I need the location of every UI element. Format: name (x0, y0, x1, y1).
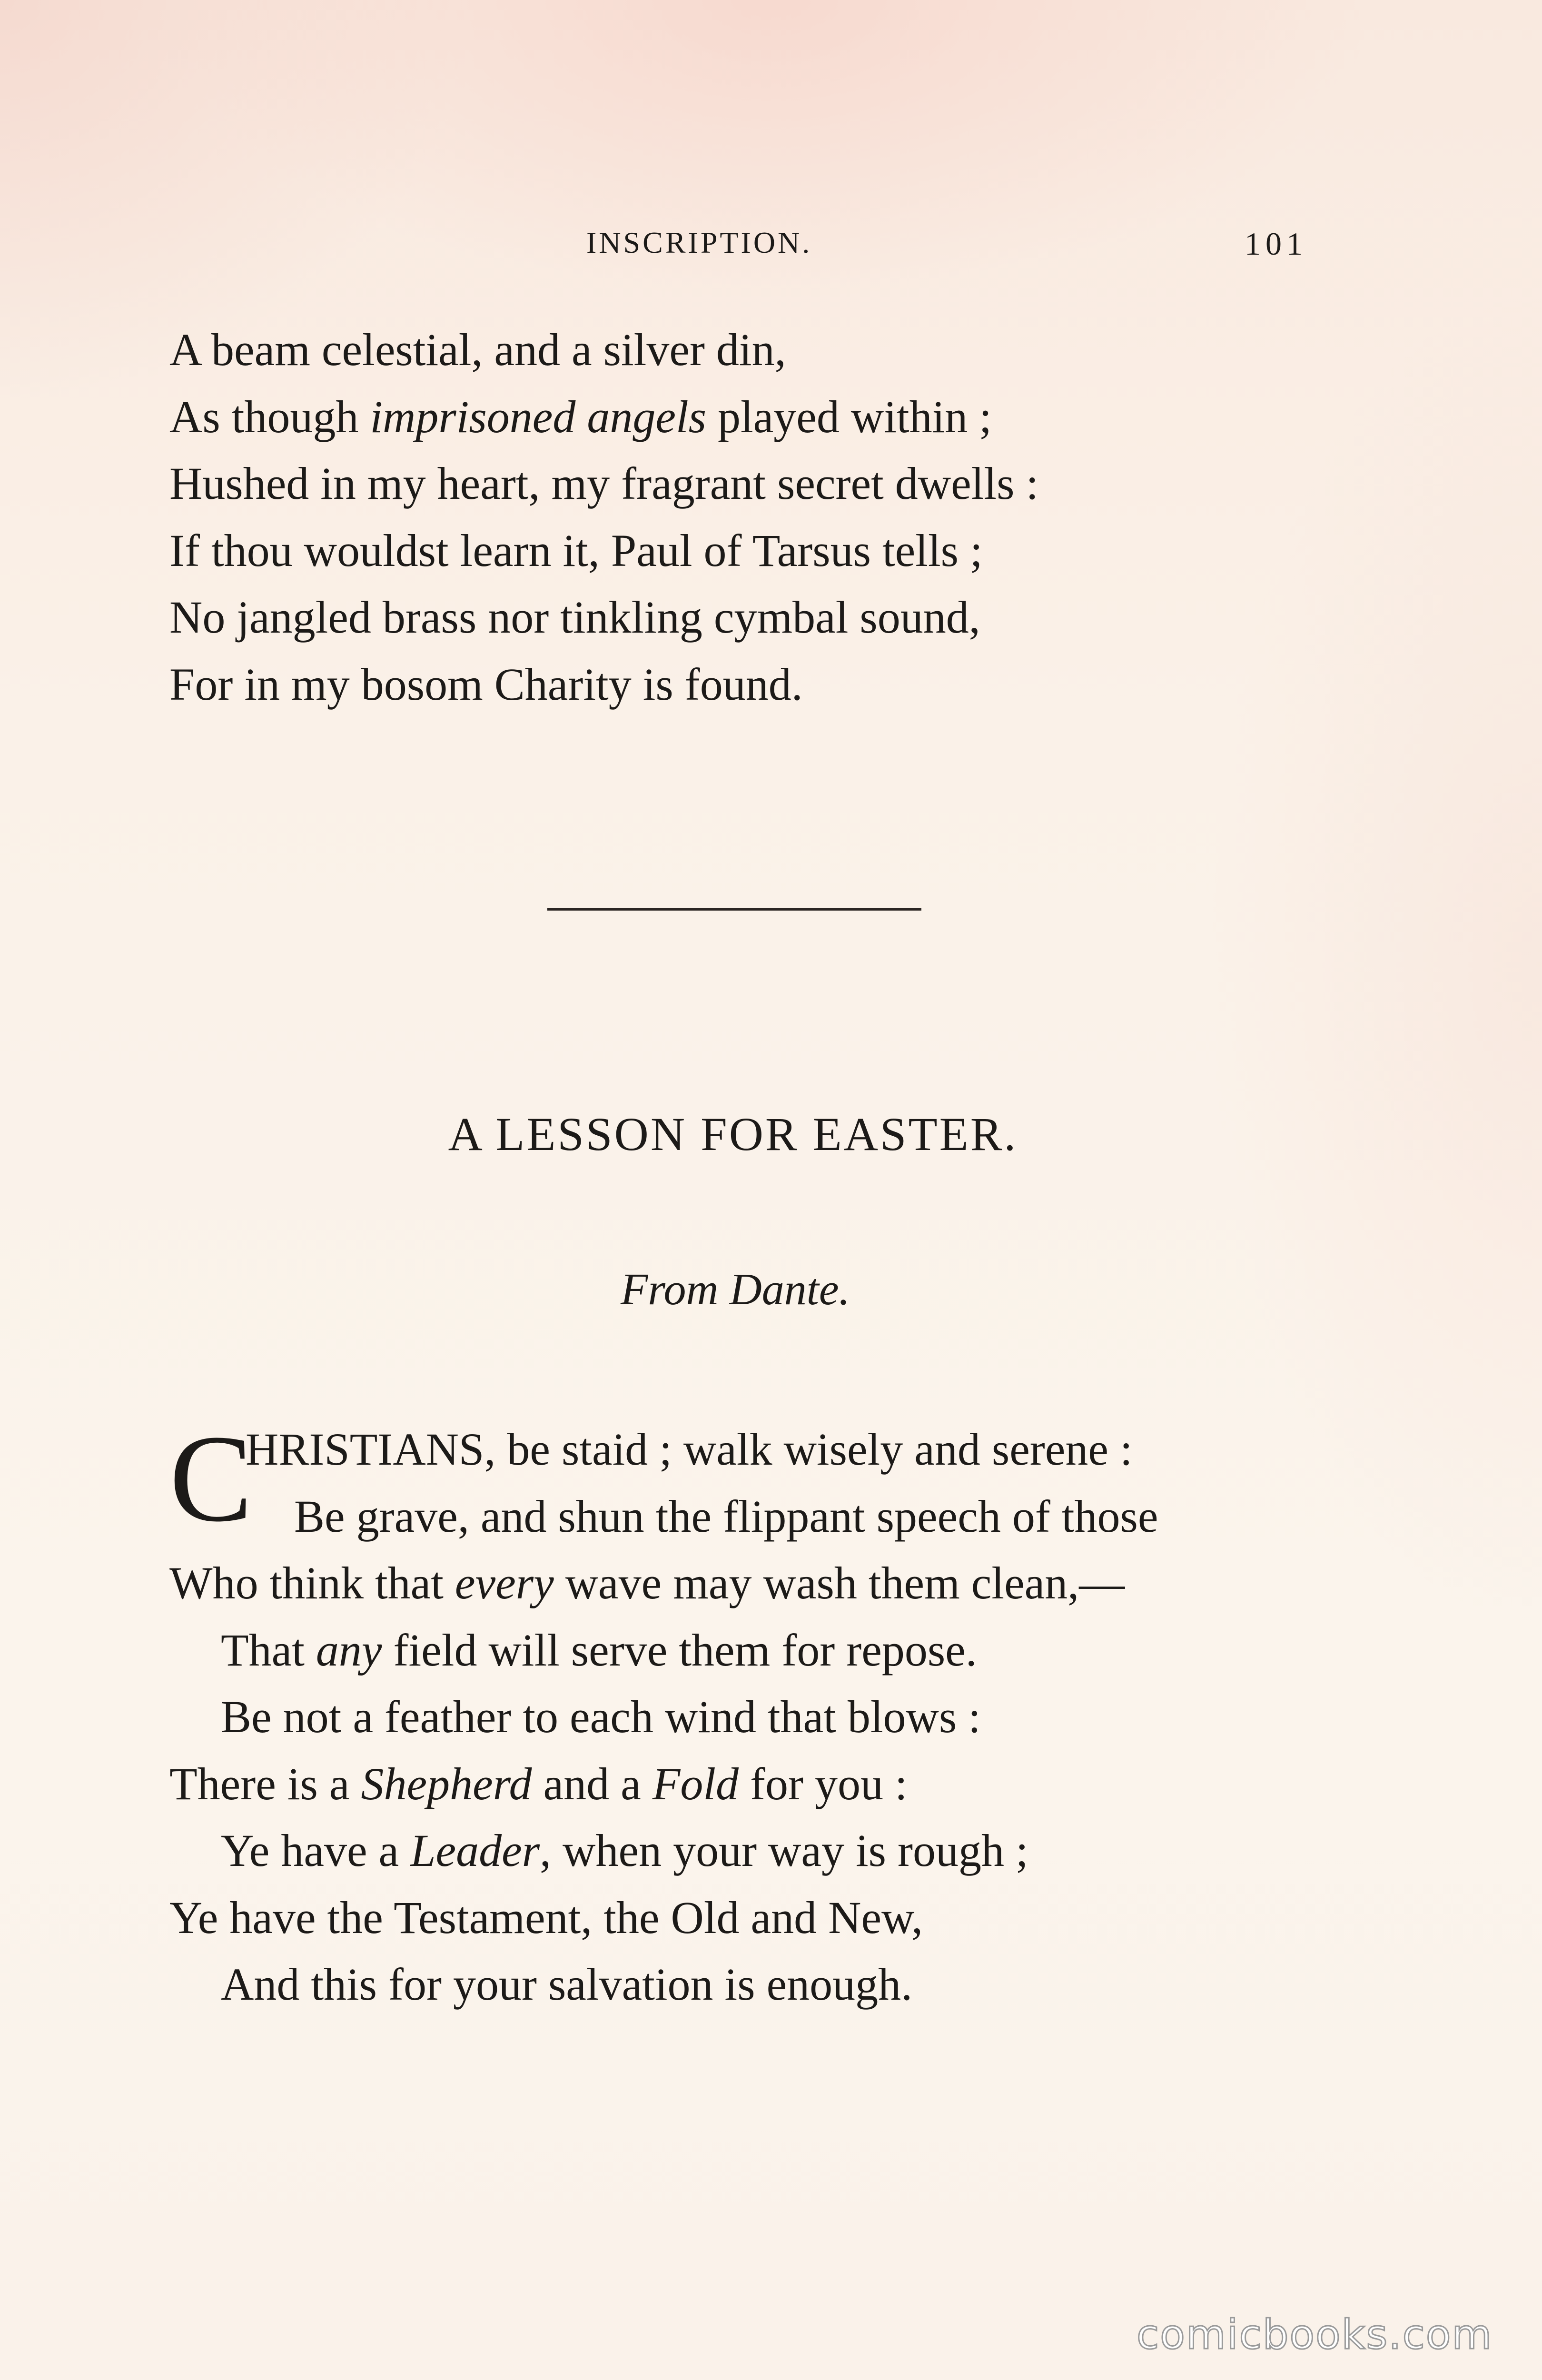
italic-text: Fold (652, 1758, 739, 1809)
poem-title (0, 1107, 1542, 1161)
poem-body (169, 1409, 1158, 2018)
italic-text: Shepherd (361, 1758, 532, 1809)
running-head (0, 217, 1542, 274)
poem-line (169, 1416, 1158, 1483)
line-text: Ye have the Testament, the Old and New, (169, 1892, 923, 1943)
italic-text: Leader (410, 1825, 540, 1876)
page-number: 101 (1245, 226, 1307, 262)
poem-line (169, 1817, 1158, 1884)
poem-line (169, 1617, 1158, 1684)
poem-subtitle-text: From Dante. (620, 1265, 850, 1314)
poem-line (169, 1483, 1158, 1550)
stanza-line (169, 450, 1038, 517)
poem-line (169, 1684, 1158, 1751)
line-text: wave may wash them clean,— (554, 1557, 1125, 1608)
line-text: Ye have a (221, 1825, 411, 1876)
line-text: field will serve them for repose. (382, 1624, 977, 1676)
poem-line (169, 1751, 1158, 1818)
italic-text: any (316, 1624, 382, 1676)
line-text: For in my bosom Charity is found. (169, 658, 803, 710)
stanza-line (169, 651, 1038, 718)
line-text: That (221, 1624, 316, 1676)
line-text: If thou wouldst learn it, Paul of Tarsus tells ; (169, 525, 983, 576)
poem-subtitle (0, 1264, 1542, 1315)
drop-cap: C (169, 1409, 253, 1547)
line-text: As though (169, 391, 370, 442)
line-text: , when your way is rough ; (540, 1825, 1028, 1876)
stanza-line (169, 584, 1038, 651)
line-text: Hushed in my heart, my fragrant secret dwells : (169, 458, 1039, 509)
line-text: Be grave, and shun the flippant speech of those (294, 1490, 1158, 1542)
watermark: comicbooks.com (1137, 2311, 1493, 2359)
stanza-line (169, 517, 1038, 585)
inscription-stanza (169, 317, 1038, 718)
line-text: Be not a feather to each wind that blows : (221, 1691, 981, 1742)
stanza-line (169, 317, 1038, 384)
poem-line (169, 1951, 1158, 2018)
line-text: There is a (169, 1758, 361, 1809)
line-text: Who think that (169, 1557, 455, 1608)
running-head-title: INSCRIPTION. (586, 226, 812, 259)
line-text: for you : (739, 1758, 908, 1809)
italic-text: every (455, 1557, 554, 1608)
poem-title-text: A LESSON FOR EASTER. (448, 1108, 1018, 1160)
poem-line (169, 1550, 1158, 1617)
line-text: No jangled brass nor tinkling cymbal sound, (169, 592, 980, 643)
italic-text: imprisoned angels (370, 391, 706, 442)
line-text: And this for your salvation is enough. (221, 1959, 913, 2010)
poem-line (169, 1884, 1158, 1952)
stanza-line (169, 384, 1038, 451)
line-text: and a (532, 1758, 652, 1809)
line-text: HRISTIANS, be staid ; walk wisely and serene : (246, 1424, 1133, 1475)
line-text: played within ; (706, 391, 992, 442)
section-divider-rule (547, 908, 921, 911)
line-text: A beam celestial, and a silver din, (169, 324, 786, 375)
